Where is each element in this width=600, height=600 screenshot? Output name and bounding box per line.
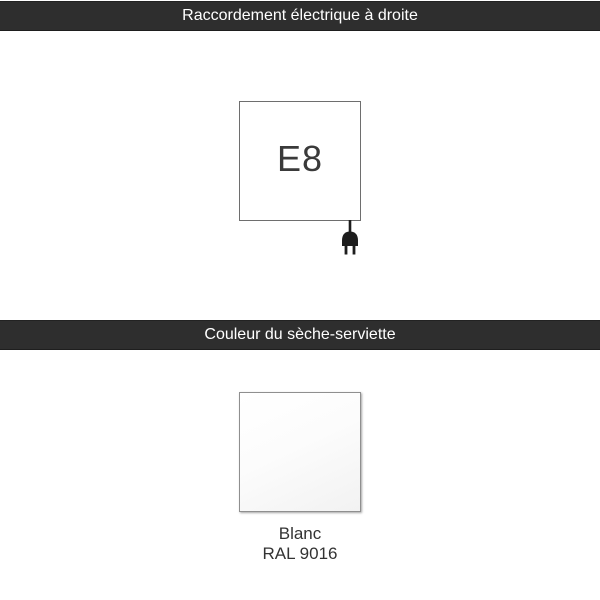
section-header-color-label: Couleur du sèche-serviette [204, 326, 396, 343]
swatch-color-code: RAL 9016 [262, 544, 338, 563]
color-swatch-blanc[interactable] [239, 392, 361, 512]
section-header-color [0, 320, 600, 350]
section-header-connection-label: Raccordement électrique à droite [182, 7, 418, 24]
swatch-color-name: Blanc [278, 524, 322, 543]
connection-option-label: E8 [276, 138, 324, 179]
connection-option-e8[interactable] [239, 101, 361, 221]
power-plug-icon [338, 220, 362, 255]
swatch-caption [0, 524, 600, 564]
section-header-connection [0, 1, 600, 31]
